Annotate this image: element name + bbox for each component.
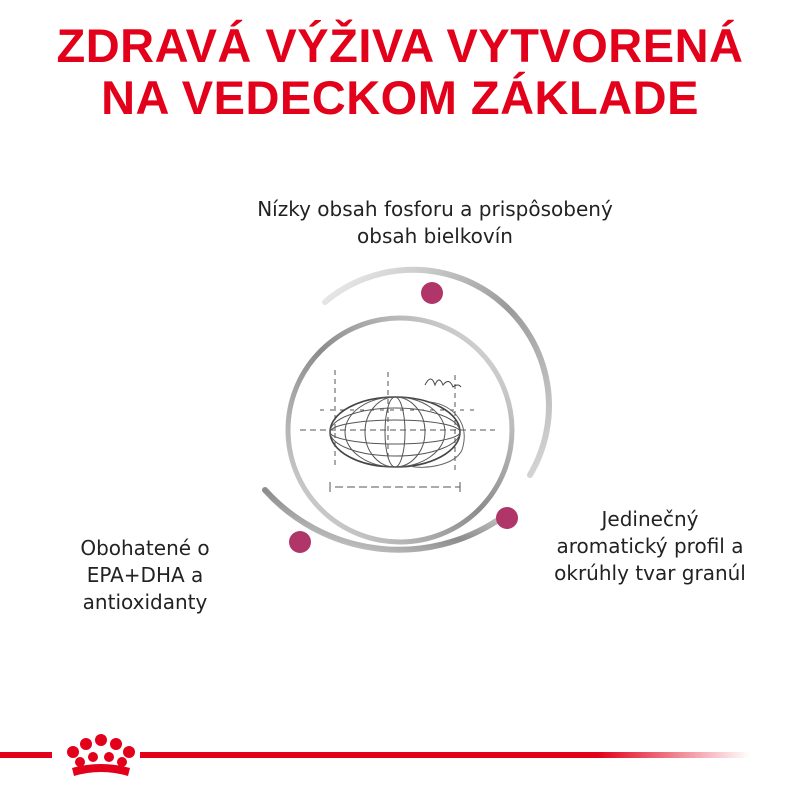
- kibble-sketch-icon: [300, 370, 495, 492]
- benefit-top-line-2: obsah bielkovín: [357, 224, 513, 248]
- page-title-line-2: NA VEDECKOM ZÁKLADE: [101, 71, 699, 124]
- royal-canin-crown-logo: [67, 734, 135, 776]
- benefit-right-line-1: Jedinečný: [601, 507, 699, 531]
- benefit-left-line-2: EPA+DHA a: [86, 563, 204, 587]
- benefit-left-line-3: antioxidanty: [82, 590, 208, 614]
- benefit-dot-right: [496, 507, 518, 529]
- footer-line-right: [140, 752, 750, 758]
- page-title-line-1: ZDRAVÁ VÝŽIVA VYTVORENÁ: [56, 19, 744, 72]
- benefit-right-line-2: aromatický profil a: [556, 534, 744, 558]
- benefit-dot-top: [421, 282, 443, 304]
- benefit-right-line-3: okrúhly tvar granúl: [554, 561, 746, 585]
- benefit-dot-left: [289, 531, 311, 553]
- footer-line-left: [0, 752, 52, 758]
- benefit-left-line-1: Obohatené o: [80, 536, 210, 560]
- benefit-top-line-1: Nízky obsah fosforu a prispôsobený: [257, 197, 613, 221]
